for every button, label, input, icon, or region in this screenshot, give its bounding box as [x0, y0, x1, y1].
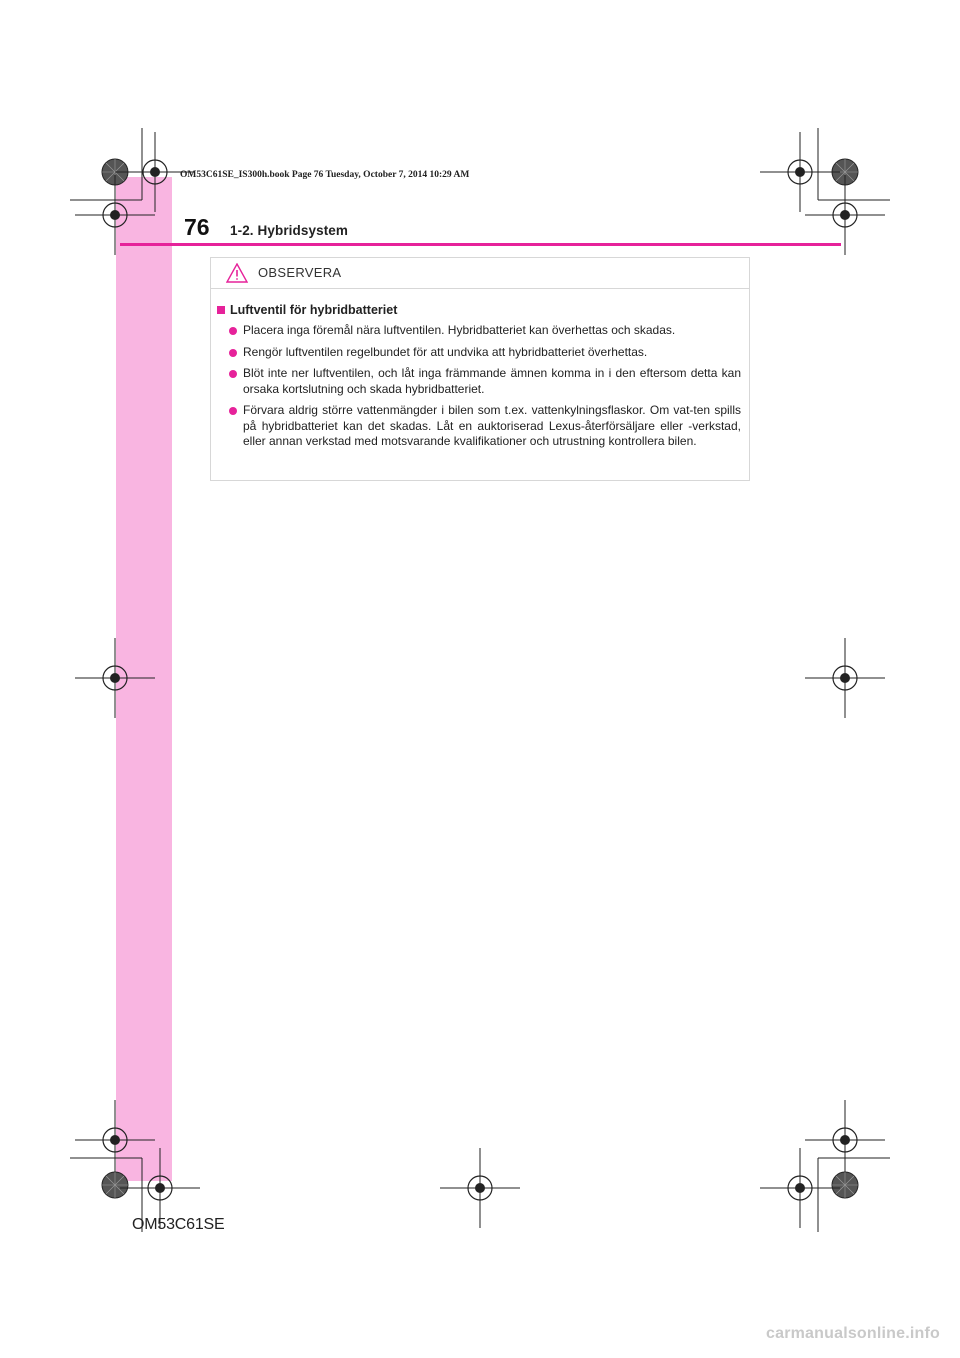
- watermark[interactable]: carmanualsonline.info: [766, 1325, 941, 1342]
- caution-header: [211, 258, 749, 289]
- list-item: [229, 323, 743, 339]
- bullet-dot-icon: [229, 327, 237, 335]
- list-item-text: Förvara aldrig större vattenmängder i bilen som t.ex. vattenkylningsflaskor. Om vat-ten spills på hybridbatteriet kan det skadas. Låt en auktoriserad Lexus-återförsäljare eller -verkstad, eller annan verkstad med motsvarande kvalifikationer och utrustning kontrollera bilen.: [243, 403, 741, 448]
- footer-code: OM53C61SE: [132, 1216, 225, 1233]
- caution-body: [211, 289, 749, 450]
- caution-list: [217, 323, 743, 450]
- print-info-line: OM53C61SE_IS300h.book Page 76 Tuesday, October 7, 2014 10:29 AM: [180, 170, 470, 180]
- list-item: [229, 366, 743, 397]
- caution-title: OBSERVERA: [258, 265, 342, 280]
- warning-triangle-icon: [226, 263, 248, 283]
- section-title: 1-2. Hybridsystem: [230, 223, 348, 238]
- list-item-text: Blöt inte ner luftventilen, och låt inga främmande ämnen komma in i den eftersom detta kan orsaka kortslutning och skada hybridbatteriet.: [243, 366, 741, 396]
- caution-box: [210, 257, 750, 481]
- list-item-text: Placera inga föremål nära luftventilen. Hybridbatteriet kan överhettas och skadas.: [243, 323, 676, 337]
- bullet-dot-icon: [229, 407, 237, 415]
- square-bullet-icon: [217, 306, 225, 314]
- list-item: [229, 345, 743, 361]
- bullet-dot-icon: [229, 349, 237, 357]
- header-rule: [120, 243, 841, 246]
- caution-subheading: [217, 303, 743, 317]
- bullet-dot-icon: [229, 370, 237, 378]
- list-item-text: Rengör luftventilen regelbundet för att undvika att hybridbatteriet överhettas.: [243, 344, 648, 359]
- subheading-text: Luftventil för hybridbatteriet: [230, 303, 398, 317]
- page-number: 76: [184, 214, 210, 240]
- list-item: [229, 403, 743, 450]
